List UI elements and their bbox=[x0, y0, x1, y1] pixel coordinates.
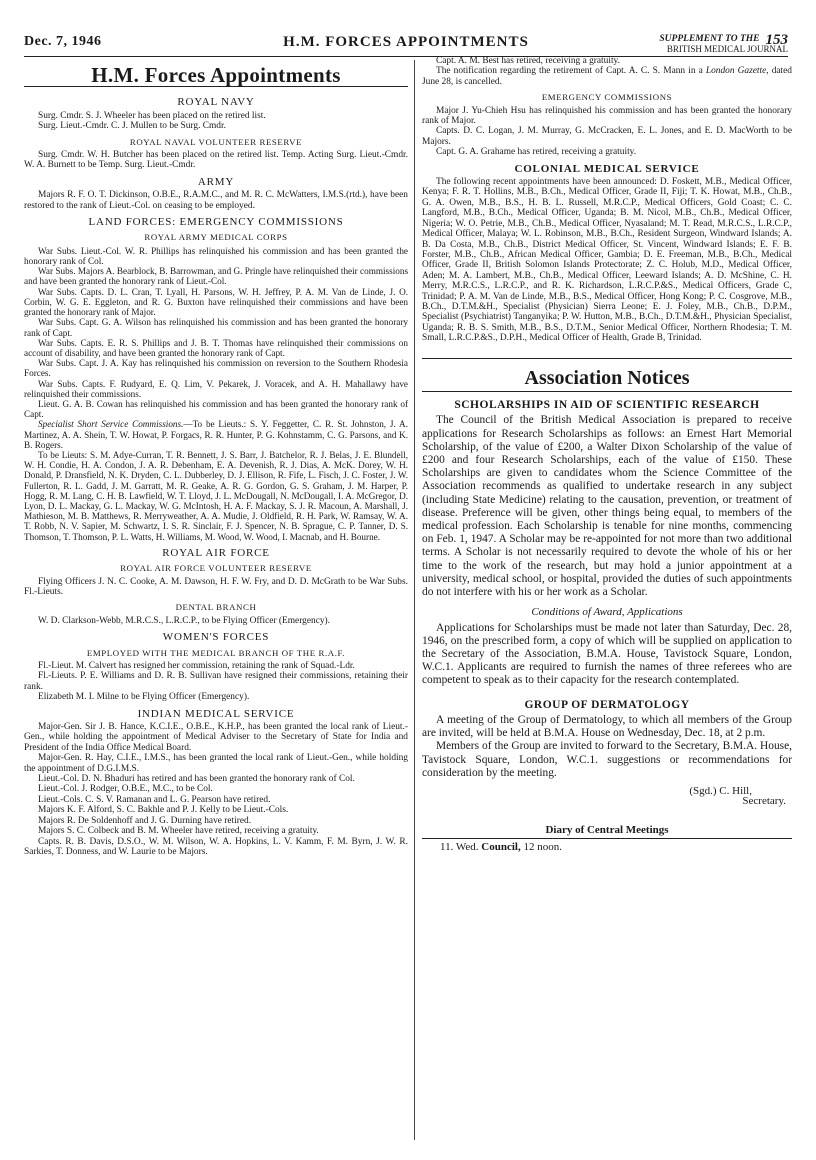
section-rule bbox=[422, 358, 792, 359]
subheading-rafvr: ROYAL AIR FORCE VOLUNTEER RESERVE bbox=[120, 563, 312, 574]
paragraph: The following recent appointments have been announced: D. Foskett, M.B., Medical Officer, Kenya; F. R. T. Hollins, M.B., B.Ch., Medical Officer, Grade II, Fiji; T. K. Howat, M.B., Ch.B., G. A. Owen, M.B., B.S., H. B. L. Russell, M.R.C.P., Medical Officers, Gold Coast; C. C. Langford, M.B., B.Ch., Medical Officer, Uganda; B. M. Nicol, M.B., Ch.B., Medical Officer, Nigeria; W. O. Petrie, M.B., Ch.B., Medical Officer, Nyasaland; M. T. Read, M.R.C.S., L.R.C.P., Medical Officer, Malaya; W. L. Robinson, M.B., B.Ch., Resident Surgeon, Windward Islands; A. B. Da Costa, M.B., Ch.B., District Medical Officer, St. Vincent, Windward Islands; E. F. B. Forster, M.B., Ch.B., African Medical Officer, Gambia; D. E. Freeman, M.B., B.Ch., Medical Officer, Grade II, British Solomon Islands Protectorate; Z. C. Holub, M.D., Medical Officer, Aden; M. A. Lambert, M.B., Ch.B., Medical Officer, Leeward Islands; A. D. McShine, C. H. Merry, M.R.C.S., L.R.C.P., and R. K. Richardson, L.R.C.P.&S., Medical Officers, Grade C, Trinidad; P. A. M. Van de Linde, M.B., B.S., Medical Officer, Hong Kong; P. C. Cosgrove, M.B., B.Ch., D.T.M.&H., Specialist (Physician) Sierra Leone; E. J. Foley, M.B., Ch.B., D.P.M., Specialist (Psychiatrist) Tanganyika; P. W. Hutton, M.B., B.Ch., D.T.M.&H., Physician Specialist, Uganda; R. B. S. Smith, M.B., B.S., D.T.M., Senior Medical Officer, Northern Rhodesia; T. M. Small, L.R.C.P.&S., D.P.H., Medical Officer of Health, Grade B, Trinidad. bbox=[422, 177, 792, 344]
subheading-ramc: ROYAL ARMY MEDICAL CORPS bbox=[144, 232, 288, 243]
paragraph: Majors K. F. Alford, S. C. Bakhle and P. J. Kelly to be Lieut.-Cols. bbox=[38, 805, 289, 816]
gazette-title: London Gazette bbox=[705, 66, 767, 77]
paragraph: The Council of the British Medical Association is prepared to receive applications for Research Scholarships as follows: an Ernest Hart Memorial Scholarship, of the value of £200, a Walter Dixon Scholarship of the value of £200 and four Research Scholarships, each of the value of £150. These Scholarships are given to candidates whom the Science Committee of the Association recommends as qualified to undertake research in any subject (including State Medicine) relating to the causation, prevention, or treatment of disease. Preference will be given, other things being equal, to members of the medical profession. Each Scholarship is tenable for nine months, commencing on Feb. 1, 1947. A Scholar may be re-appointed for not more than two additional terms. A Scholar is not necessarily required to devote the whole of his or her time to the work of the research, but may hold a junior appointment at a university, medical school, or hospital, provided the duties of such appointments do not interfere with his or her work as a Scholar. bbox=[422, 414, 792, 599]
paragraph: Capts. D. C. Logan, J. M. Murray, G. McCracken, E. L. Jones, and E. D. MacWorth to be Majors. bbox=[422, 126, 792, 147]
paragraph: Lieut.-Col. J. Rodger, O.B.E., M.C., to be Col. bbox=[38, 784, 213, 795]
journal-name: BRITISH MEDICAL JOURNAL bbox=[666, 44, 788, 54]
issue-date: Dec. 7, 1946 bbox=[24, 34, 102, 49]
paragraph: Majors R. De Soldenhoff and J. G. Durning have retired. bbox=[38, 815, 252, 826]
section-heading-raf: ROYAL AIR FORCE bbox=[162, 546, 270, 559]
diary-heading: Diary of Central Meetings bbox=[545, 823, 669, 836]
paragraph: War Subs. Capt. G. A. Wilson has relinquished his commission and has been granted the honorary rank of Capt. bbox=[24, 317, 408, 338]
association-title: Association Notices bbox=[524, 366, 690, 389]
section-heading-ims: INDIAN MEDICAL SERVICE bbox=[137, 707, 295, 720]
right-column bbox=[422, 56, 792, 853]
paragraph: Capt. G. A. Grahame has retired, receiving a gratuity. bbox=[436, 147, 637, 158]
paragraph bbox=[24, 419, 408, 450]
journal-supplement bbox=[659, 32, 788, 54]
paragraph: War Subs. Majors A. Bearblock, B. Barrowman, and G. Pringle have relinquished their commissions and have been granted the honorary rank of Lieut.-Col. bbox=[24, 266, 409, 287]
section-heading-army: ARMY bbox=[197, 175, 235, 188]
paragraph: Surg. Cmdr. W. H. Butcher has been placed on the retired list. Temp. Acting Surg. Lieut.-Cmdr. W. A. Burnett to be Temp. Surg. Lieut.-Cmdr. bbox=[24, 150, 408, 171]
section-heading-colonial: COLONIAL MEDICAL SERVICE bbox=[514, 162, 700, 175]
paragraph-text: , dated June 28, is cancelled. bbox=[422, 66, 792, 87]
paragraph: Major-Gen. Sir J. B. Hance, K.C.I.E., O.B.E., K.H.P., has been granted the local rank of Lieut.-Gen., while holding the appointment of Medical Adviser to the Secretary of State for India and President of the India Office Medical Board. bbox=[24, 722, 408, 753]
running-head bbox=[24, 34, 788, 54]
paragraph bbox=[422, 66, 792, 87]
supplement-label: SUPPLEMENT TO THE bbox=[659, 34, 760, 44]
paragraph: War Subs. Capts. F. Rudyard, E. Q. Lim, V. Pekarek, J. Voracek, and A. H. Mahallawy have relinquished their commissions. bbox=[24, 378, 408, 399]
diary-time: 12 noon. bbox=[523, 841, 562, 854]
paragraph: Flying Officers J. N. C. Cooke, A. M. Dawson, H. F. W. Fry, and D. D. McGrath to be War Subs. Fl.-Lieuts. bbox=[24, 576, 408, 597]
paragraph: Lieut.-Col. D. N. Bhaduri has retired and has been granted the honorary rank of Col. bbox=[38, 774, 355, 785]
paragraph: Surg. Lieut.-Cmdr. C. J. Mullen to be Surg. Cmdr. bbox=[38, 121, 226, 132]
paragraph: Capt. A. M. Best has retired, receiving a gratuity. bbox=[436, 56, 620, 66]
paragraph: Majors R. F. O. T. Dickinson, O.B.E., R.A.M.C., and M. R. C. McWatters, I.M.S.(rtd.), have been restored to the rank of Lieut.-Col. on ceasing to be employed. bbox=[24, 190, 408, 211]
scholarships-heading: SCHOLARSHIPS IN AID OF SCIENTIFIC RESEARCH bbox=[454, 398, 760, 411]
paragraph: Lieut. G. A. B. Cowan has relinquished his commission and has been granted the honorary rank of Capt. bbox=[24, 398, 408, 420]
paragraph: War Subs. Lieut.-Col. W. R. Phillips has relinquished his commission and has been granted the honorary rank of Col. bbox=[24, 245, 408, 267]
subheading-medical-branch: EMPLOYED WITH THE MEDICAL BRANCH OF THE R.A.F. bbox=[86, 647, 346, 658]
paragraph-lead: Specialist Short Service Commissions. bbox=[38, 419, 184, 430]
paragraph: A meeting of the Group of Dermatology, to which all members of the Group are invited, will be held at B.M.A. House on Wednesday, Dec. 18, at 2 p.m. bbox=[422, 714, 792, 740]
page-title: H.M. Forces Appointments bbox=[91, 63, 341, 87]
diary-day: 11. bbox=[440, 841, 454, 854]
running-title: H.M. FORCES APPOINTMENTS bbox=[283, 34, 529, 50]
paragraph: Capts. R. B. Davis, D.S.O., W. M. Wilson, W. A. Hopkins, L. V. Kamm, F. M. Byrn, J. W. R. Sarkies, T. Donness, and W. Laurie to be Majors. bbox=[24, 836, 408, 857]
section-heading-womens-forces: WOMEN'S FORCES bbox=[162, 631, 270, 644]
subheading-dental: DENTAL BRANCH bbox=[175, 602, 257, 613]
paragraph: Elizabeth M. I. Milne to be Flying Officer (Emergency). bbox=[38, 692, 250, 703]
paragraph: Major J. Yu-Chieh Hsu has relinquished his commission and has been granted the honorary rank of Major. bbox=[422, 105, 792, 127]
dermatology-heading: GROUP OF DERMATOLOGY bbox=[524, 698, 690, 711]
paragraph: Major-Gen. R. Hay, C.I.E., I.M.S., has been granted the local rank of Lieut.-Gen., while holding the appointment of D.G.I.M.S. bbox=[24, 753, 408, 774]
diary-event: Council, bbox=[481, 841, 521, 854]
conditions-heading: Conditions of Award, Applications bbox=[531, 606, 683, 619]
section-heading-royal-navy: ROYAL NAVY bbox=[177, 96, 255, 109]
subheading-emergency-commissions: EMERGENCY COMMISSIONS bbox=[541, 92, 673, 103]
paragraph: To be Lieuts: S. M. Adye-Curran, T. R. Bennett, J. S. Barr, J. Batchelor, R. J. Belas, J. E. Blundell, W. H. Condie, H. A. Condon, J. A. R. Debenham, E. A. Devenish, R. J. Dias, A. McK. Dorey, W. H. Donald, P. Dransfield, N. K. Dryden, C. L. Dubberley, D. J. Ellison, R. Fife, L. Fisch, J. C. Foster, J. W. Fullerton, R. L. Gadd, J. M. Garratt, M. R. Geake, A. R. G. Gordon, G. S. Graham, J. M. Harper, P. Hogg, R. M. Lang, C. H. B. Lawfield, W. T. Lloyd, J. L. McDougall, N. McDougall, I. A. McGregor, D. Lyon, D. L. Mackay, G. L. Mackay, W. G. McIntosh, H. A. F. Mackay, S. J. R. Macoun, A. Marshall, J. Mathieson, M. B. Matthews, R. Merryweather, A. A. Mudie, J. Oldfield, R. H. Park, W. Ramsay, W. A. T. Robb, N. V. Sapier, M. Schwartz, I. S. R. Sinclair, F. J. Spencer, N. B. Sprague, C. P. Tanner, D. S. Thomson, T. Thomson, P. L. Watts, H. Williams, M. Wood, W. Wood, I. Macnab, and H. Bourne. bbox=[24, 449, 408, 542]
diary-entry bbox=[422, 842, 792, 852]
signature-title: Secretary. bbox=[742, 795, 786, 808]
paragraph: War Subs. Capt. J. A. Kay has relinquished his commission on reversion to the Southern Rhodesia Forces. bbox=[24, 358, 408, 379]
section-heading-rnvr: ROYAL NAVAL VOLUNTEER RESERVE bbox=[129, 136, 303, 147]
column-divider bbox=[414, 60, 415, 1140]
diary-weekday: Wed. bbox=[455, 841, 479, 854]
paragraph: Lieut.-Cols. C. S. V. Ramanan and L. G. Pearson have retired. bbox=[38, 794, 271, 805]
paragraph: Members of the Group are invited to forward to the Secretary, B.M.A. House, Tavistock Square, London, W.C.1. suggestions or recommendations for consideration by the meeting. bbox=[422, 740, 792, 779]
section-rule bbox=[422, 391, 792, 392]
diary-rule bbox=[422, 838, 792, 839]
paragraph: Surg. Cmdr. S. J. Wheeler has been placed on the retired list. bbox=[38, 110, 266, 121]
paragraph-text: The notification regarding the retirement of Capt. A. C. S. Mann in a bbox=[436, 66, 706, 77]
paragraph: Majors S. C. Colbeck and B. M. Wheeler have retired, receiving a gratuity. bbox=[38, 826, 319, 837]
paragraph: Applications for Scholarships must be made not later than Saturday, Dec. 28, 1946, on the prescribed form, a copy of which will be supplied on application to the Secretary of the Association, B.M.A. House, Tavistock Square, London, W.C.1. Applicants are required to furnish the names of three referees who are competent to speak as to their capacity for the research contemplated. bbox=[422, 621, 792, 687]
paragraph: Fl.-Lieuts. P. E. Williams and D. R. B. Sullivan have resigned their commissions, retaining their rank. bbox=[24, 671, 408, 692]
page-number: 153 bbox=[765, 32, 788, 48]
paragraph: W. D. Clarkson-Webb, M.R.C.S., L.R.C.P., to be Flying Officer (Emergency). bbox=[38, 615, 331, 626]
paragraph: Fl.-Lieut. M. Calvert has resigned her commission, retaining the rank of Squad.-Ldr. bbox=[38, 661, 355, 672]
signature: (Sgd.) C. Hill, bbox=[689, 785, 752, 798]
paragraph: War Subs. Capts. D. L. Cran, T. Lyall, H. Parsons, W. H. Jeffrey, P. A. M. Van de Linde, J. O. Corbin, W. G. E. Eggleton, and R. G. Buxton have relinquished their commissions and have been granted the honorary rank of Major. bbox=[24, 286, 408, 318]
section-heading-land-forces: LAND FORCES: EMERGENCY COMMISSIONS bbox=[88, 216, 344, 229]
paragraph-body: —To be Lieuts.: S. Y. Feggetter, C. R. St. Johnston, J. A. Martinez, A. A. Shein, T. W. Howat, P. Forgacs, R. R. Hunter, P. G. Kohnstamm, C. G. Parsons, and K. B. Rogers. bbox=[24, 419, 408, 450]
paragraph: War Subs. Capts. E. R. S. Phillips and J. B. T. Thomas have relinquished their commissions on account of disability, and have been granted the honorary rank of Capt. bbox=[24, 337, 408, 358]
left-column bbox=[24, 62, 408, 857]
